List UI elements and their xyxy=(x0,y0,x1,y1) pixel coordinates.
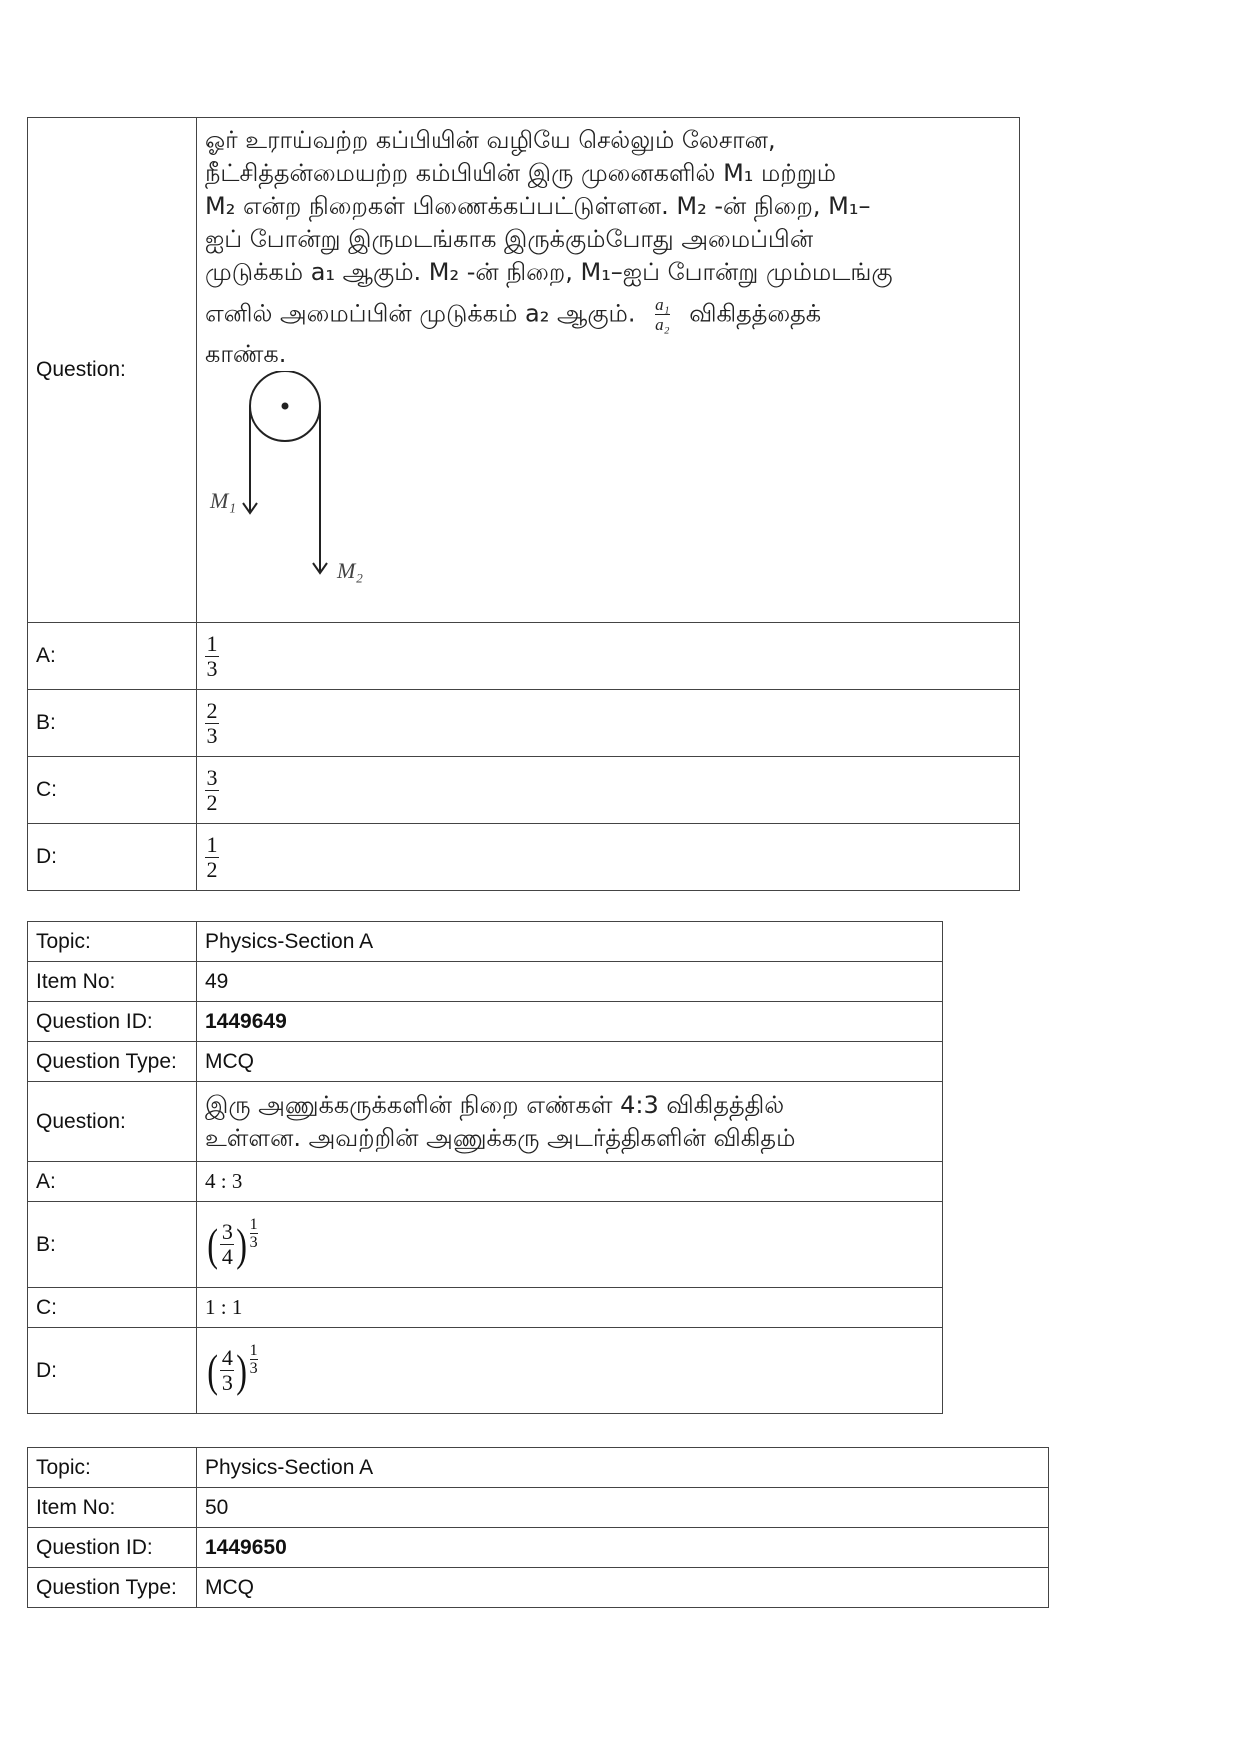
question-table-49 xyxy=(27,921,943,1414)
question-type-value: MCQ xyxy=(197,1042,943,1082)
item-no-value: 50 xyxy=(197,1488,1049,1528)
question-cell: இரு அணுக்கருக்களின் நிறை எண்கள் 4:3 விகிதத்தில் உள்ளன. அவற்றின் அணுக்கரு அடர்த்திகளின் விகிதம் xyxy=(197,1082,943,1162)
question-id-label: Question ID: xyxy=(28,1002,197,1042)
option-b: $\frac{2}{3}$ xyxy=(197,690,1020,757)
question-type-label: Question Type: xyxy=(28,1568,197,1608)
question-table-50 xyxy=(27,1447,1049,1608)
label-m1: M₁ xyxy=(210,488,236,513)
question-cell xyxy=(197,118,1020,623)
question-table-48 xyxy=(27,117,1020,891)
option-a: 4 : 3 xyxy=(197,1162,943,1202)
option-d: $\frac{1}{2}$ xyxy=(197,824,1020,891)
power-expression: ( $\frac{4}{3}$ ) 1 3 xyxy=(207,1342,258,1396)
option-a-label: A: xyxy=(28,1162,197,1202)
power-expression: ( $\frac{3}{4}$ ) 1 3 xyxy=(207,1216,258,1270)
option-c: 1 : 1 xyxy=(197,1288,943,1328)
option-c: $\frac{3}{2}$ xyxy=(197,757,1020,824)
item-no-value: 49 xyxy=(197,962,943,1002)
option-b-label: B: xyxy=(28,1202,197,1288)
question-type-label: Question Type: xyxy=(28,1042,197,1082)
option-d-label: D: xyxy=(28,1328,197,1414)
option-d-label: D: xyxy=(28,824,197,891)
option-c-label: C: xyxy=(28,1288,197,1328)
question-label: Question: xyxy=(28,118,197,623)
topic-label: Topic: xyxy=(28,1448,197,1488)
question-text: ஓர் உராய்வற்ற கப்பியின் வழியே செல்லும் லேசான, நீட்சித்தன்மையற்ற கம்பியின் இரு முனைகளில் M₁ மற்றும் M₂ என்ற நிறைகள் பிணைக்கப்பட்டுள்ளன. M₂ -ன் நிறை, M₁– ஐப் போன்று இருமடங்காக இருக்கும்போது அமைப்பின் முடுக்கம் a₁ ஆகும். M₂ -ன் நிறை, M₁–ஐப் போன்று மும்மடங்கு எனில் அமைப்பின் முடுக்கம் a₂ ஆகும். $\frac{\text{a₁}}{\text{a₂}}$ விகிதத்தைக் காண்க. xyxy=(205,126,893,368)
question-type-value: MCQ xyxy=(197,1568,1049,1608)
option-a: $\frac{1}{3}$ xyxy=(197,623,1020,690)
item-no-label: Item No: xyxy=(28,1488,197,1528)
question-id-value: 1449650 xyxy=(197,1528,1049,1568)
pulley-diagram xyxy=(205,371,405,591)
question-id-label: Question ID: xyxy=(28,1528,197,1568)
question-label: Question: xyxy=(28,1082,197,1162)
pulley-axle xyxy=(282,403,289,410)
option-c-label: C: xyxy=(28,757,197,824)
option-b xyxy=(197,1202,943,1288)
topic-label: Topic: xyxy=(28,922,197,962)
label-m2: M₂ xyxy=(337,558,363,583)
option-b-label: B: xyxy=(28,690,197,757)
topic-value: Physics-Section A xyxy=(197,1448,1049,1488)
question-id-value: 1449649 xyxy=(197,1002,943,1042)
ratio-fraction: $\frac{\text{a₁}}{\text{a₂}}$ xyxy=(655,295,670,334)
option-d xyxy=(197,1328,943,1414)
option-a-label: A: xyxy=(28,623,197,690)
item-no-label: Item No: xyxy=(28,962,197,1002)
topic-value: Physics-Section A xyxy=(197,922,943,962)
